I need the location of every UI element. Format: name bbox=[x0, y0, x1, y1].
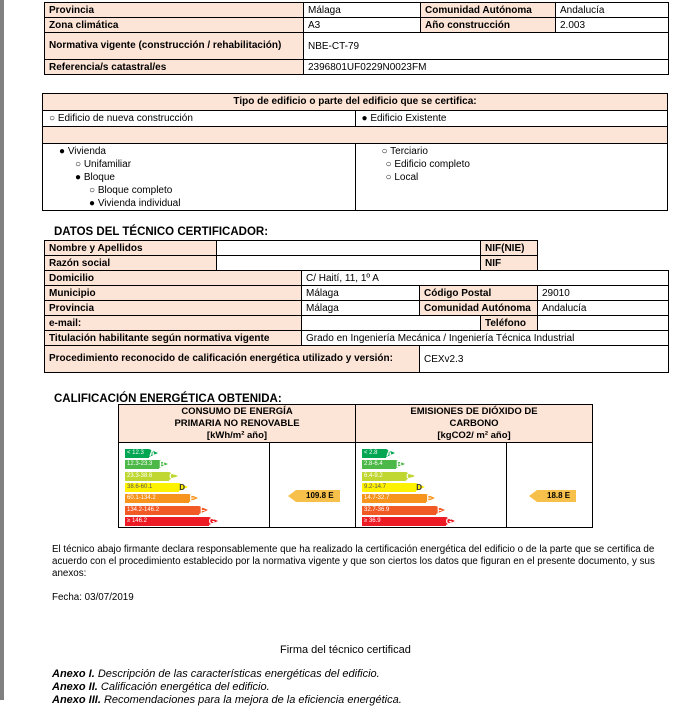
emissions-title: EMISIONES DE DIÓXIDO DE CARBONO bbox=[410, 406, 538, 429]
option-new-construction[interactable]: ○ Edificio de nueva construcción bbox=[49, 113, 193, 124]
consumption-bar-a bbox=[125, 449, 155, 458]
normativa-value: NBE-CT-79 bbox=[304, 33, 669, 60]
table-row bbox=[45, 271, 669, 286]
residential-column bbox=[43, 144, 355, 210]
emissions-range-e: 14.7-32.7 bbox=[364, 495, 390, 502]
table-row bbox=[45, 33, 669, 60]
consumption-range-a: < 12.3 bbox=[127, 450, 144, 456]
nombre-label: Nombre y Apellidos bbox=[45, 241, 217, 256]
consumption-scale bbox=[119, 443, 270, 527]
page-edge bbox=[0, 0, 4, 700]
emissions-column bbox=[355, 405, 592, 527]
nif-value bbox=[538, 256, 669, 271]
consumption-range-b: 12.3-23.3 bbox=[127, 461, 153, 468]
zona-value: A3 bbox=[304, 18, 421, 33]
table-row bbox=[45, 301, 669, 316]
emissions-bar-f bbox=[362, 505, 442, 515]
consumption-unit: [kWh/m² año] bbox=[206, 430, 268, 441]
emissions-letter-b: B bbox=[396, 460, 402, 470]
municipio-label: Municipio bbox=[45, 286, 302, 301]
consumption-bar-b bbox=[125, 460, 165, 470]
consumption-letter-d: D bbox=[179, 482, 185, 492]
comunidad-value: Andalucía bbox=[556, 3, 669, 18]
emissions-bar-e bbox=[362, 494, 432, 504]
provincia-value: Málaga bbox=[304, 3, 421, 18]
emissions-bar-a bbox=[362, 449, 392, 458]
emissions-range-c: 6.4-9.2 bbox=[364, 472, 383, 479]
table-row bbox=[45, 286, 669, 301]
consumption-title: CONSUMO DE ENERGÍA PRIMARIA NO RENOVABLE bbox=[174, 406, 300, 429]
provincia-label: Provincia bbox=[45, 3, 304, 18]
emissions-bar-c bbox=[362, 471, 412, 481]
option-terciario[interactable]: ○ Terciario bbox=[381, 146, 428, 157]
ano-value: 2.003 bbox=[556, 18, 669, 33]
telefono-label: Teléfono bbox=[481, 316, 538, 331]
procedimiento-label: Procedimiento reconocido de calificación energética utilizado y versión: bbox=[45, 346, 420, 373]
consumption-body bbox=[119, 443, 355, 527]
consumption-letter-c: C bbox=[169, 471, 175, 481]
consumption-letter-a: A bbox=[149, 449, 155, 458]
annex-3-text: Recomendaciones para la mejora de la eficiencia energética. bbox=[103, 694, 402, 706]
titulacion-label: Titulación habilitante según normativa vigente bbox=[45, 331, 302, 346]
cp-value: 29010 bbox=[538, 286, 669, 301]
nif-nie-label: NIF(NIE) bbox=[481, 241, 538, 256]
table-row bbox=[45, 316, 669, 331]
building-type-section bbox=[42, 93, 668, 211]
table-row bbox=[45, 346, 669, 373]
emissions-scale bbox=[356, 443, 507, 527]
emissions-letter-a: A bbox=[386, 449, 392, 458]
option-vivienda[interactable]: ● Vivienda bbox=[59, 146, 106, 157]
table-row bbox=[45, 3, 669, 18]
technician-table bbox=[44, 240, 669, 373]
consumption-letter-f: F bbox=[200, 505, 205, 515]
consumption-bar-c bbox=[125, 471, 175, 481]
option-vivienda-individual[interactable]: ● Vivienda individual bbox=[89, 198, 181, 209]
consumption-rating-arrow: 109.8 E bbox=[296, 490, 340, 502]
consumption-letter-b: B bbox=[159, 460, 165, 470]
building-use-options bbox=[43, 144, 667, 210]
emissions-bar-g bbox=[362, 516, 452, 526]
option-unifamiliar[interactable]: ○ Unifamiliar bbox=[75, 159, 132, 170]
construction-options bbox=[43, 111, 667, 127]
emissions-letter-d: D bbox=[416, 482, 422, 492]
razon-value bbox=[217, 256, 481, 271]
consumption-range-c: 23.3-38.6 bbox=[127, 472, 153, 479]
consumption-column bbox=[119, 405, 355, 527]
emissions-body bbox=[356, 443, 592, 527]
ca-label: Comunidad Autónoma bbox=[420, 301, 538, 316]
nombre-value bbox=[217, 241, 481, 256]
table-row bbox=[45, 241, 669, 256]
provincia-value: Málaga bbox=[302, 301, 420, 316]
email-value bbox=[302, 316, 481, 331]
emissions-value-area bbox=[507, 443, 592, 527]
building-data-table bbox=[44, 2, 669, 75]
ca-value: Andalucía bbox=[538, 301, 669, 316]
razon-label: Razón social bbox=[45, 256, 217, 271]
annex-2-label: Anexo II. bbox=[52, 681, 98, 693]
option-local[interactable]: ○ Local bbox=[385, 172, 419, 183]
consumption-bar-f bbox=[125, 505, 205, 515]
option-bloque[interactable]: ● Bloque bbox=[75, 172, 115, 183]
provincia-label: Provincia bbox=[45, 301, 302, 316]
signature-label: Firma del técnico certificad bbox=[280, 644, 411, 656]
consumption-range-f: 134.2-146.2 bbox=[127, 506, 160, 513]
titulacion-value: Grado en Ingeniería Mecánica / Ingeniería Técnica Industrial bbox=[302, 331, 669, 346]
declaration-text: El técnico abajo firmante declara responsablemente que ha realizado la certificación energética del edificio o de la parte que se certifica de acuerdo con el procedimiento establecido por la normativa vigente y que son ciertos los datos que figuran en el presente documento, y sus anexos: bbox=[52, 544, 655, 579]
option-existing-building[interactable]: ● Edificio Existente bbox=[355, 111, 668, 126]
referencia-label: Referencia/s catastral/es bbox=[45, 60, 304, 75]
table-row bbox=[45, 256, 669, 271]
emissions-range-d: 9.2-14.7 bbox=[364, 483, 387, 490]
domicilio-value: C/ Haití, 11, 1º A bbox=[302, 271, 669, 286]
energy-rating-panel bbox=[118, 404, 593, 528]
emissions-letter-e: E bbox=[426, 494, 432, 504]
consumption-range-g: ≥ 146.2 bbox=[127, 517, 147, 524]
email-label: e-mail: bbox=[45, 316, 302, 331]
nif-label: NIF bbox=[481, 256, 538, 271]
consumption-range-d: 38.6-60.1 bbox=[127, 483, 153, 490]
emissions-range-f: 32.7-36.9 bbox=[364, 506, 390, 513]
emissions-range-a: < 2.8 bbox=[364, 450, 378, 456]
annex-1 bbox=[52, 668, 380, 680]
consumption-letter-g: G bbox=[208, 516, 215, 526]
municipio-value: Málaga bbox=[302, 286, 420, 301]
annex-3-label: Anexo III. bbox=[52, 694, 101, 706]
emissions-header bbox=[356, 405, 592, 443]
consumption-range-e: 60.1-134.2 bbox=[127, 495, 156, 502]
option-bloque-completo[interactable]: ○ Bloque completo bbox=[89, 185, 173, 196]
emissions-range-b: 2.8-6.4 bbox=[364, 461, 383, 468]
section-band bbox=[43, 127, 667, 144]
emissions-rating-arrow: 18.8 E bbox=[537, 490, 576, 502]
domicilio-label: Domicilio bbox=[45, 271, 302, 286]
consumption-bar-g bbox=[125, 516, 215, 526]
consumption-header bbox=[119, 405, 355, 443]
ano-label: Año construcción bbox=[421, 18, 556, 33]
option-edificio-completo[interactable]: ○ Edificio completo bbox=[385, 159, 470, 170]
emissions-letter-f: F bbox=[437, 505, 442, 515]
consumption-letter-e: E bbox=[189, 494, 195, 504]
emissions-bar-b bbox=[362, 460, 402, 470]
annex-3 bbox=[52, 694, 402, 706]
emissions-bar-d bbox=[362, 482, 422, 492]
consumption-bar-e bbox=[125, 494, 195, 504]
nif-nie-value bbox=[538, 241, 669, 256]
emissions-range-g: ≥ 36.9 bbox=[364, 517, 381, 524]
table-row bbox=[45, 331, 669, 346]
emissions-unit: [kgCO2/ m² año] bbox=[437, 430, 511, 441]
annex-2 bbox=[52, 681, 270, 693]
building-type-title: Tipo de edificio o parte del edificio que se certifica: bbox=[43, 94, 667, 111]
cp-label: Código Postal bbox=[420, 286, 538, 301]
declaration-date: Fecha: 03/07/2019 bbox=[52, 592, 134, 603]
referencia-value: 2396801UF0229N0023FM bbox=[304, 60, 669, 75]
emissions-letter-c: C bbox=[406, 471, 412, 481]
annex-1-label: Anexo I. bbox=[52, 668, 95, 680]
emissions-letter-g: G bbox=[445, 516, 452, 526]
table-row bbox=[45, 60, 669, 75]
consumption-value-area bbox=[270, 443, 355, 527]
rating-heading: CALIFICACIÓN ENERGÉTICA OBTENIDA: bbox=[54, 393, 282, 405]
normativa-label: Normativa vigente (construcción / rehabilitación) bbox=[45, 33, 304, 60]
tertiary-column bbox=[355, 144, 668, 210]
technician-heading: DATOS DEL TÉCNICO CERTIFICADOR: bbox=[54, 226, 269, 238]
consumption-bar-d bbox=[125, 482, 185, 492]
comunidad-label: Comunidad Autónoma bbox=[421, 3, 556, 18]
telefono-value bbox=[538, 316, 669, 331]
zona-label: Zona climática bbox=[45, 18, 304, 33]
table-row bbox=[45, 18, 669, 33]
annex-1-text: Descripción de las características energéticas del edificio. bbox=[97, 668, 380, 680]
procedimiento-value: CEXv2.3 bbox=[420, 346, 669, 373]
annex-2-text: Calificación energética del edificio. bbox=[100, 681, 270, 693]
